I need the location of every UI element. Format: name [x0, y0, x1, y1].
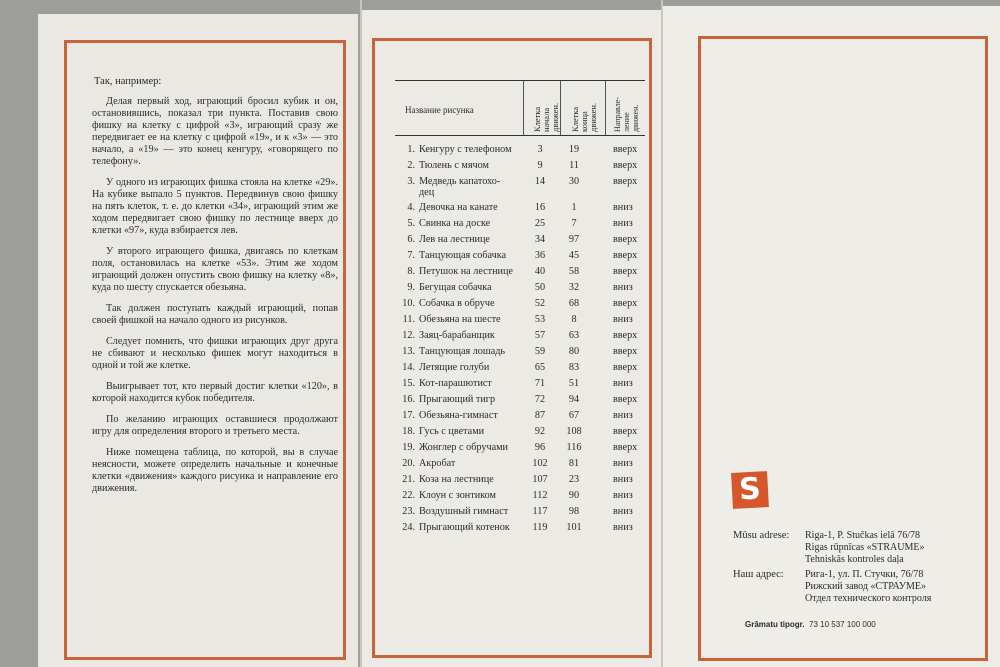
table-row — [395, 424, 645, 440]
printer-code: 73 10 537 100 000 — [809, 620, 876, 629]
row-title: Кот-парашютист — [419, 378, 492, 389]
row-direction: вниз — [613, 314, 633, 325]
row-number: 9. — [407, 282, 415, 293]
row-number: 8. — [407, 266, 415, 277]
row-end-cell: 90 — [568, 490, 580, 501]
row-number: 21. — [402, 474, 415, 485]
row-title: Прыгающий котенок — [419, 522, 510, 533]
row-end-cell: 80 — [568, 346, 580, 357]
table-header — [395, 80, 645, 136]
table-row — [395, 174, 645, 200]
row-title: Танцующая собачка — [419, 250, 507, 261]
fold-line — [360, 0, 362, 667]
row-number: 24. — [402, 522, 415, 533]
table-row — [395, 520, 645, 536]
row-title: Медведь капатохо- — [419, 176, 501, 187]
row-direction: вверх — [613, 362, 638, 373]
russian-address — [733, 569, 973, 609]
table-row — [395, 360, 645, 376]
row-end-cell: 108 — [566, 426, 582, 437]
row-title: Кенгуру с телефоном — [419, 144, 512, 155]
row-direction: вниз — [613, 202, 633, 213]
row-end-cell: 51 — [568, 378, 580, 389]
row-end-cell: 67 — [568, 410, 580, 421]
row-title-continuation: дец — [419, 187, 435, 198]
row-end-cell: 68 — [568, 298, 580, 309]
column-divider — [560, 81, 561, 135]
row-end-cell: 19 — [568, 144, 580, 155]
fold-line — [661, 0, 663, 667]
row-title: Танцующая лошадь — [419, 346, 506, 357]
row-start-cell: 57 — [534, 330, 546, 341]
row-start-cell: 117 — [532, 506, 548, 517]
table-row — [395, 376, 645, 392]
logo-s-icon: S — [738, 471, 762, 508]
row-direction: вниз — [613, 522, 633, 533]
table-row — [395, 312, 645, 328]
row-title: Петушок на лестнице — [419, 266, 513, 277]
row-number: 3. — [407, 176, 415, 187]
address-line: Rigas rūpnīcas «STRAUME» — [805, 542, 925, 553]
row-direction: вверх — [613, 234, 638, 245]
row-end-cell: 32 — [568, 282, 580, 293]
row-title: Свинка на доске — [419, 218, 491, 229]
row-start-cell: 72 — [534, 394, 546, 405]
row-direction: вверх — [613, 250, 638, 261]
instructions-text — [92, 76, 338, 504]
row-end-cell: 101 — [566, 522, 582, 533]
paragraph: Следует помнить, что фишки играющих друг друга не сбивают и несколько фишек могут находиться в одной и той же клетке. — [92, 336, 338, 371]
address-line: Рига-1, ул. П. Стучки, 76/78 — [805, 569, 924, 580]
row-end-cell: 81 — [568, 458, 580, 469]
row-direction: вверх — [613, 442, 638, 453]
row-direction: вверх — [613, 144, 638, 155]
paragraph: У второго играющего фишка, двигаясь по клеткам поля, остановилась на клетке «53». Этим же ходом играющий должен опустить свою фишку на клетку «8», куда по шесту спускается обезьяна. — [92, 246, 338, 293]
row-direction: вверх — [613, 426, 638, 437]
paragraph: Ниже помещена таблица, по которой, вы в случае неясности, можете определить начальные и конечные клетки «движения» каждого рисунка и направление его движения. — [92, 447, 338, 494]
table-row — [395, 232, 645, 248]
row-direction: вниз — [613, 474, 633, 485]
row-title: Клоун с зонтиком — [419, 490, 496, 501]
row-end-cell: 63 — [568, 330, 580, 341]
row-number: 15. — [402, 378, 415, 389]
row-title: Тюлень с мячом — [419, 160, 489, 171]
row-direction: вверх — [613, 176, 638, 187]
table-row — [395, 488, 645, 504]
row-direction: вверх — [613, 298, 638, 309]
row-title: Воздушный гимнаст — [419, 506, 509, 517]
table-row — [395, 472, 645, 488]
row-direction: вверх — [613, 330, 638, 341]
row-direction: вверх — [613, 346, 638, 357]
row-start-cell: 40 — [534, 266, 546, 277]
table-row — [395, 456, 645, 472]
row-number: 10. — [402, 298, 415, 309]
address-line: Рижский завод «СТРАУМЕ» — [805, 581, 926, 592]
address-label: Наш адрес: — [733, 569, 784, 580]
row-end-cell: 1 — [571, 202, 577, 213]
row-number: 17. — [402, 410, 415, 421]
row-number: 20. — [402, 458, 415, 469]
table-row — [395, 328, 645, 344]
row-start-cell: 50 — [534, 282, 546, 293]
row-direction: вверх — [613, 266, 638, 277]
row-title: Гусь с цветами — [419, 426, 485, 437]
row-start-cell: 112 — [532, 490, 548, 501]
address-label: Mūsu adrese: — [733, 530, 790, 541]
row-direction: вниз — [613, 506, 633, 517]
row-start-cell: 16 — [534, 202, 546, 213]
table-row — [395, 248, 645, 264]
row-end-cell: 30 — [568, 176, 580, 187]
row-title: Собачка в обруче — [419, 298, 495, 309]
moves-table — [395, 80, 645, 536]
table-row — [395, 142, 645, 158]
row-end-cell: 8 — [571, 314, 577, 325]
row-start-cell: 34 — [534, 234, 546, 245]
straume-logo — [731, 471, 769, 509]
row-start-cell: 14 — [534, 176, 546, 187]
header-start: Клетка начала движен. — [532, 102, 560, 132]
column-divider — [605, 81, 606, 135]
row-start-cell: 59 — [534, 346, 546, 357]
row-title: Жонглер с обручами — [419, 442, 509, 453]
row-end-cell: 7 — [571, 218, 577, 229]
row-number: 5. — [407, 218, 415, 229]
printer-imprint — [745, 620, 876, 629]
address-line: Riga-1, P. Stučkas ielā 76/78 — [805, 530, 920, 541]
table-row — [395, 344, 645, 360]
row-end-cell: 83 — [568, 362, 580, 373]
row-start-cell: 53 — [534, 314, 546, 325]
table-row — [395, 158, 645, 174]
row-direction: вверх — [613, 160, 638, 171]
row-title: Коза на лестнице — [419, 474, 494, 485]
header-end: Клетка конца движен. — [570, 102, 598, 132]
row-title: Летящие голуби — [419, 362, 490, 373]
row-number: 14. — [402, 362, 415, 373]
table-row — [395, 264, 645, 280]
table-row — [395, 280, 645, 296]
row-direction: вверх — [613, 394, 638, 405]
row-direction: вниз — [613, 378, 633, 389]
row-number: 23. — [402, 506, 415, 517]
table-row — [395, 440, 645, 456]
row-direction: вниз — [613, 218, 633, 229]
paragraph: У одного из играющих фишка стояла на клетке «29». На кубике выпало 5 пунктов. Передвинув свою фишку на пять клеток, т. е. до клетки «34», играющий этим же ходом передвигает свою фишку по лестнице вверх до клетки «97», куда взбирается лев. — [92, 177, 338, 236]
column-divider — [523, 81, 524, 135]
header-direction: Направле- ление движен. — [613, 97, 640, 132]
table-row — [395, 504, 645, 520]
row-number: 12. — [402, 330, 415, 341]
row-number: 11. — [402, 314, 415, 325]
row-start-cell: 36 — [534, 250, 546, 261]
row-title: Обезьяна-гимнаст — [419, 410, 498, 421]
row-end-cell: 11 — [569, 160, 579, 171]
row-title: Акробат — [419, 458, 456, 469]
row-direction: вниз — [613, 410, 633, 421]
row-number: 22. — [402, 490, 415, 501]
row-number: 18. — [402, 426, 415, 437]
table-row — [395, 200, 645, 216]
row-title: Заяц-барабанщик — [419, 330, 495, 341]
row-end-cell: 94 — [568, 394, 580, 405]
table-row — [395, 392, 645, 408]
row-number: 19. — [402, 442, 415, 453]
row-start-cell: 92 — [534, 426, 546, 437]
row-start-cell: 9 — [537, 160, 543, 171]
row-end-cell: 116 — [566, 442, 582, 453]
latvian-address — [733, 530, 973, 570]
instructions-heading: Так, например: — [94, 76, 162, 87]
address-line: Tehniskās kontroles daļa — [805, 554, 904, 565]
row-title: Бегущая собачка — [419, 282, 492, 293]
table-row — [395, 408, 645, 424]
row-direction: вниз — [613, 282, 633, 293]
row-start-cell: 87 — [534, 410, 546, 421]
paragraph: Выигрывает тот, кто первый достиг клетки «120», в которой находится кубок победителя. — [92, 381, 338, 404]
table-row — [395, 216, 645, 232]
row-number: 1. — [407, 144, 415, 155]
row-end-cell: 58 — [568, 266, 580, 277]
row-start-cell: 65 — [534, 362, 546, 373]
row-start-cell: 52 — [534, 298, 546, 309]
row-title: Лев на лестнице — [419, 234, 490, 245]
row-title: Прыгающий тигр — [419, 394, 496, 405]
row-start-cell: 119 — [532, 522, 548, 533]
table-body — [395, 142, 645, 536]
row-number: 6. — [407, 234, 415, 245]
row-start-cell: 107 — [532, 474, 548, 485]
row-title: Обезьяна на шесте — [419, 314, 501, 325]
row-number: 16. — [402, 394, 415, 405]
row-direction: вниз — [613, 490, 633, 501]
row-number: 13. — [402, 346, 415, 357]
row-start-cell: 71 — [534, 378, 546, 389]
paragraph: По желанию играющих оставшиеся продолжают игру для определения второго и третьего места. — [92, 414, 338, 437]
table-row — [395, 296, 645, 312]
row-end-cell: 45 — [568, 250, 580, 261]
row-direction: вниз — [613, 458, 633, 469]
row-title: Девочка на канате — [419, 202, 498, 213]
row-number: 4. — [407, 202, 415, 213]
paragraph: Так должен поступать каждый играющий, попав своей фишкой на начало одного из рисунков. — [92, 303, 338, 326]
row-start-cell: 3 — [537, 144, 543, 155]
row-end-cell: 98 — [568, 506, 580, 517]
header-name: Название рисунка — [405, 105, 474, 115]
row-number: 7. — [407, 250, 415, 261]
row-start-cell: 25 — [534, 218, 546, 229]
row-start-cell: 102 — [532, 458, 548, 469]
row-end-cell: 97 — [568, 234, 580, 245]
address-line: Отдел технического контроля — [805, 593, 932, 604]
row-number: 2. — [407, 160, 415, 171]
row-end-cell: 23 — [568, 474, 580, 485]
row-start-cell: 96 — [534, 442, 546, 453]
printer-name: Grāmatu tipogr. — [745, 620, 805, 629]
paragraph: Делая первый ход, играющий бросил кубик и он, остановившись, показал три пункта. Поставив свою фишку на клетку с цифрой «3», играющий сразу же передвигает ее на клетку с цифрой «19», и к «3» — это начало, а «19» — это конец кенгуру, «говорящего по телефону». — [92, 96, 338, 167]
